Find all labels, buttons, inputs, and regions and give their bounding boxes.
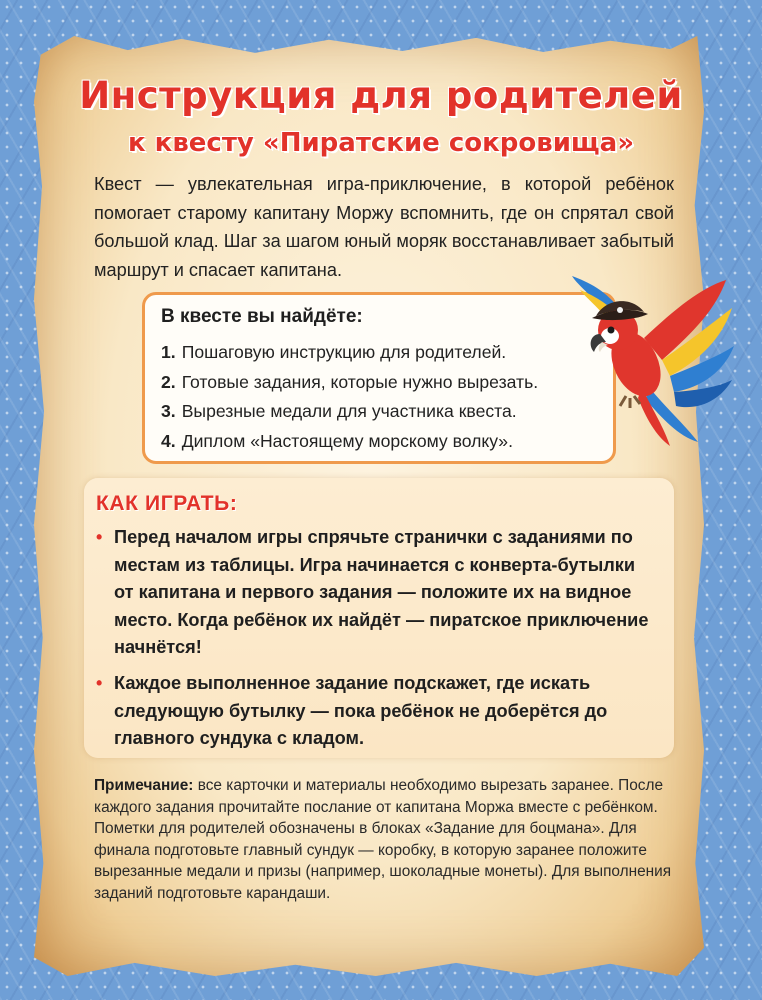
item-number: 3. bbox=[161, 401, 176, 421]
intro-paragraph: Квест — увлекательная игра-приключение, в которой ребёнок помогает старому капитану Моржу вспомнить, где он спрятал свой большой клад. Шаг за шагом юный моряк восстанавливает забытый маршрут и спасает капитана. bbox=[94, 174, 674, 280]
item-number: 2. bbox=[161, 371, 176, 392]
how-to-play-box bbox=[84, 478, 674, 758]
contents-box bbox=[142, 292, 616, 464]
note-paragraph bbox=[94, 775, 672, 905]
contents-heading: В квесте вы найдёте: bbox=[161, 306, 363, 327]
item-text: Пошаговую инструкцию для родителей. bbox=[181, 342, 507, 362]
item-number: 4. bbox=[161, 430, 176, 451]
item-number: 1. bbox=[161, 342, 176, 362]
parrot-icon bbox=[566, 268, 736, 448]
list-item bbox=[161, 397, 597, 427]
list-item bbox=[96, 670, 658, 753]
contents-list bbox=[161, 338, 597, 456]
page-subtitle: к квесту «Пиратские сокровища» bbox=[127, 128, 635, 158]
list-item bbox=[161, 338, 597, 368]
note-label: Примечание: bbox=[94, 777, 194, 794]
item-text: Готовые задания, которые нужно вырезать. bbox=[181, 371, 539, 392]
list-item bbox=[96, 524, 658, 662]
item-text: Перед началом игры спрячьте странички с заданиями по местам из таблицы. Игра начинается с конверта-бутылки от капитана и первого задания — положите их на видное место. Когда ребёнок их найдёт — пиратское приключение начнётся! bbox=[114, 527, 649, 658]
list-item bbox=[161, 427, 597, 457]
how-to-play-heading: КАК ИГРАТЬ: bbox=[96, 492, 238, 515]
list-item bbox=[161, 368, 597, 398]
page-title: Инструкция для родителей bbox=[79, 74, 683, 117]
how-to-play-list bbox=[96, 524, 658, 753]
item-text: Каждое выполненное задание подскажет, где искать следующую бутылку — пока ребёнок не доберётся до главного сундука с кладом. bbox=[114, 672, 608, 749]
bullet-icon: • bbox=[96, 672, 103, 693]
note-text: все карточки и материалы необходимо вырезать заранее. После каждого задания прочитайте послание от капитана Моржа вместе с ребёнком. Пометки для родителей обозначены в блоках «Задание для боцмана». Для финала подготовьте главный сундук — коробку, в которую заранее положите вырезанные медали и призы (например, шоколадные монеты). Для выполнения заданий подготовьте карандаши. bbox=[94, 777, 672, 902]
item-text: Диплом «Настоящему морскому волку». bbox=[181, 430, 513, 451]
item-text: Вырезные медали для участника квеста. bbox=[181, 401, 517, 421]
bullet-icon: • bbox=[96, 527, 103, 547]
